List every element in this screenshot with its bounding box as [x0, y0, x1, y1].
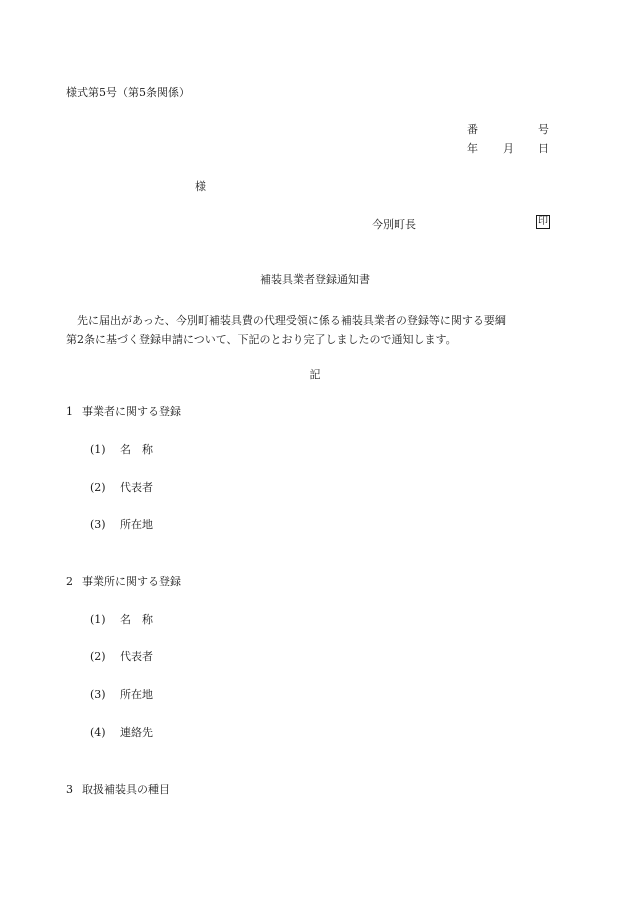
item-number: (3): [90, 688, 106, 701]
body-line-1: 先に届出があった、今別町補装具費の代理受領に係る補装具業者の登録等に関する要綱: [77, 314, 506, 327]
document-title: 補装具業者登録通知書: [260, 273, 370, 286]
section-number: 2: [66, 575, 73, 588]
item-number: (2): [90, 650, 106, 663]
section-heading: [66, 575, 181, 588]
list-item: [90, 650, 153, 663]
list-item: [90, 726, 153, 739]
item-number: (4): [90, 726, 106, 739]
item-label: 代表者: [120, 481, 153, 494]
number-label-ban: 番: [467, 123, 478, 136]
addressee-honorific: 様: [195, 180, 206, 193]
sender-mayor: 今別町長: [372, 218, 416, 231]
body-text: [66, 311, 566, 349]
number-label-go: 号: [538, 123, 549, 136]
list-item: [90, 613, 153, 626]
item-label: 代表者: [120, 650, 153, 663]
section-number: 1: [66, 405, 73, 418]
section-title: 取扱補装具の種目: [82, 783, 170, 796]
item-number: (1): [90, 443, 106, 456]
section-heading: [66, 783, 170, 796]
item-number: (3): [90, 518, 106, 531]
section-number: 3: [66, 783, 73, 796]
seal-text: 印: [538, 216, 548, 227]
item-number: (2): [90, 481, 106, 494]
list-item: [90, 481, 153, 494]
list-item: [90, 688, 153, 701]
section-heading: [66, 405, 181, 418]
item-label: 所在地: [120, 688, 153, 701]
list-item: [90, 443, 153, 456]
item-label: 所在地: [120, 518, 153, 531]
item-label: 名 称: [120, 613, 153, 626]
list-item: [90, 518, 153, 531]
section-title: 事業所に関する登録: [82, 575, 181, 588]
date-label-day: 日: [538, 142, 549, 155]
body-line-2: 第2条に基づく登録申請について、下記のとおり完了しましたので通知します。: [66, 333, 457, 346]
section-title: 事業者に関する登録: [82, 405, 181, 418]
form-number: 様式第5号（第5条関係）: [66, 86, 190, 99]
seal-stamp-icon: [536, 215, 550, 229]
item-label: 連絡先: [120, 726, 153, 739]
date-label-month: 月: [503, 142, 514, 155]
date-label-year: 年: [467, 142, 478, 155]
item-number: (1): [90, 613, 106, 626]
item-label: 名 称: [120, 443, 153, 456]
ki-heading: 記: [309, 368, 321, 381]
